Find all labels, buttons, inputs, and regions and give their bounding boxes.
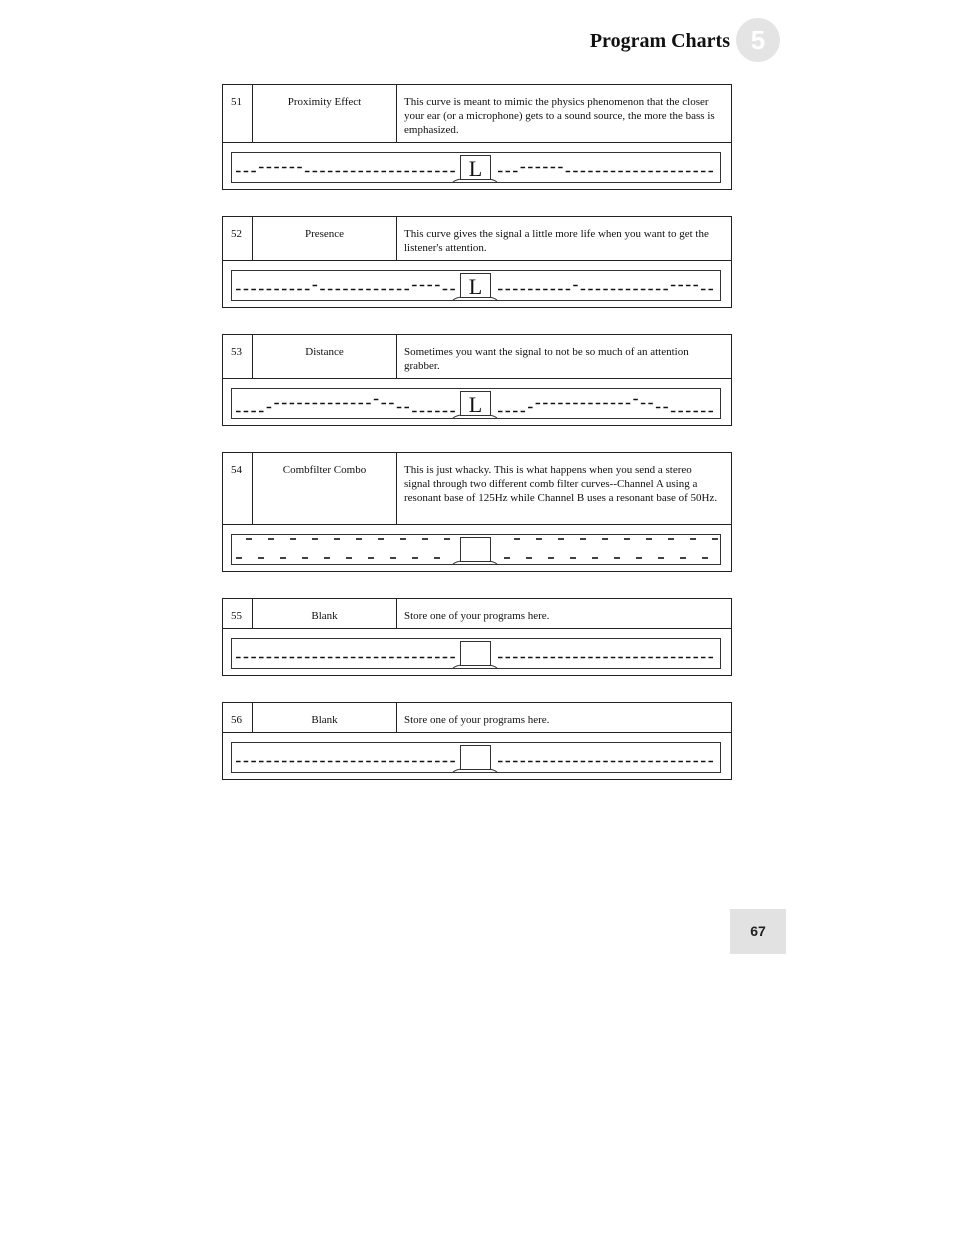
eq-curve-display — [231, 388, 721, 419]
page-title: Program Charts — [589, 30, 730, 52]
display-label: L — [460, 155, 491, 180]
program-name: Blank — [253, 703, 397, 732]
program-list — [222, 84, 732, 806]
program-description: Store one of your programs here. — [404, 714, 550, 726]
eq-curve-display — [231, 638, 721, 669]
program-54 — [222, 452, 732, 572]
program-description: This curve gives the signal a little more life when you want to get the listener's attention. — [404, 228, 709, 254]
program-number: 53 — [223, 335, 253, 378]
program-number: 52 — [223, 217, 253, 260]
program-name: Combfilter Combo — [253, 453, 397, 524]
program-52 — [222, 216, 732, 308]
page-header — [500, 18, 790, 64]
program-55 — [222, 598, 732, 676]
program-description: Sometimes you want the signal to not be so much of an attention grabber. — [404, 346, 689, 372]
program-name: Proximity Effect — [253, 85, 397, 142]
display-label — [460, 537, 491, 562]
program-description: This curve is meant to mimic the physics phenomenon that the closer your ear (or a microphone) gets to a sound source, the more the bass is emphasized. — [404, 96, 715, 136]
program-description: Store one of your programs here. — [404, 610, 550, 622]
program-56 — [222, 702, 732, 780]
program-53 — [222, 334, 732, 426]
eq-curve-display — [231, 270, 721, 301]
program-number: 54 — [223, 453, 253, 524]
eq-curve-display — [231, 152, 721, 183]
program-name: Distance — [253, 335, 397, 378]
chapter-badge: 5 — [736, 18, 780, 62]
program-51 — [222, 84, 732, 190]
program-name: Blank — [253, 599, 397, 628]
eq-curve-display — [231, 742, 721, 773]
display-label — [460, 745, 491, 770]
program-number: 51 — [223, 85, 253, 142]
program-number: 56 — [223, 703, 253, 732]
page-number: 67 — [730, 909, 786, 954]
display-label — [460, 641, 491, 666]
display-label: L — [460, 391, 491, 416]
eq-curve-display — [231, 534, 721, 565]
display-label: L — [460, 273, 491, 298]
program-description: This is just whacky. This is what happens when you send a stereo signal through two different comb filter curves--Channel A using a resonant base of 125Hz while Channel B uses a resonant base of 50Hz. — [404, 464, 718, 504]
program-number: 55 — [223, 599, 253, 628]
program-name: Presence — [253, 217, 397, 260]
